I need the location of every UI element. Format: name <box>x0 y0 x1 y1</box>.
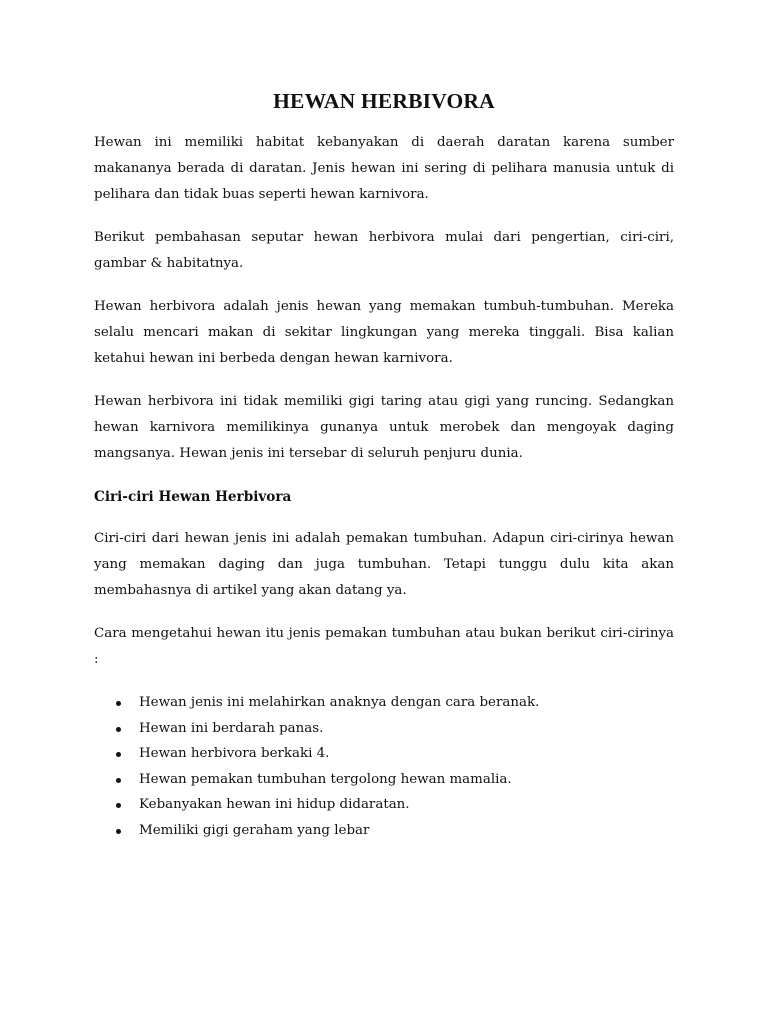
list-item: Hewan herbivora berkaki 4. <box>94 741 674 767</box>
list-item: Hewan ini berdarah panas. <box>94 716 674 742</box>
list-item: Kebanyakan hewan ini hidup didaratan. <box>94 792 674 818</box>
list-item: Hewan jenis ini melahirkan anaknya dengan cara beranak. <box>94 690 674 716</box>
paragraph: Hewan herbivora adalah jenis hewan yang memakan tumbuh-tumbuhan. Mereka selalu mencari makan di sekitar lingkungan yang mereka tinggali. Bisa kalian ketahui hewan ini berbeda dengan hewan karnivora. <box>94 299 674 366</box>
paragraph: Berikut pembahasan seputar hewan herbivora mulai dari pengertian, ciri-ciri, gambar & habitatnya. <box>94 230 674 271</box>
paragraph: Hewan herbivora ini tidak memiliki gigi taring atau gigi yang runcing. Sedangkan hewan karnivora memilikinya gunanya untuk merobek dan mengoyak daging mangsanya. Hewan jenis ini tersebar di seluruh penjuru dunia. <box>94 394 674 461</box>
paragraph: Cara mengetahui hewan itu jenis pemakan tumbuhan atau bukan berikut ciri-cirinya : <box>94 626 674 667</box>
list-item: Memiliki gigi geraham yang lebar <box>94 818 674 844</box>
paragraph: Hewan ini memiliki habitat kebanyakan di daerah daratan karena sumber makananya berada di daratan. Jenis hewan ini sering di pelihara manusia untuk di pelihara dan tidak buas seperti hewan karnivora. <box>94 135 674 202</box>
paragraph: Ciri-ciri dari hewan jenis ini adalah pemakan tumbuhan. Adapun ciri-cirinya hewan yang memakan daging dan juga tumbuhan. Tetapi tunggu dulu kita akan membahasnya di artikel yang akan datang ya. <box>94 531 674 598</box>
section-heading: Ciri-ciri Hewan Herbivora <box>94 489 292 505</box>
bullet-list <box>94 690 674 843</box>
list-item: Hewan pemakan tumbuhan tergolong hewan mamalia. <box>94 767 674 793</box>
page-title: HEWAN HERBIVORA <box>273 89 495 113</box>
document-body <box>94 130 674 843</box>
